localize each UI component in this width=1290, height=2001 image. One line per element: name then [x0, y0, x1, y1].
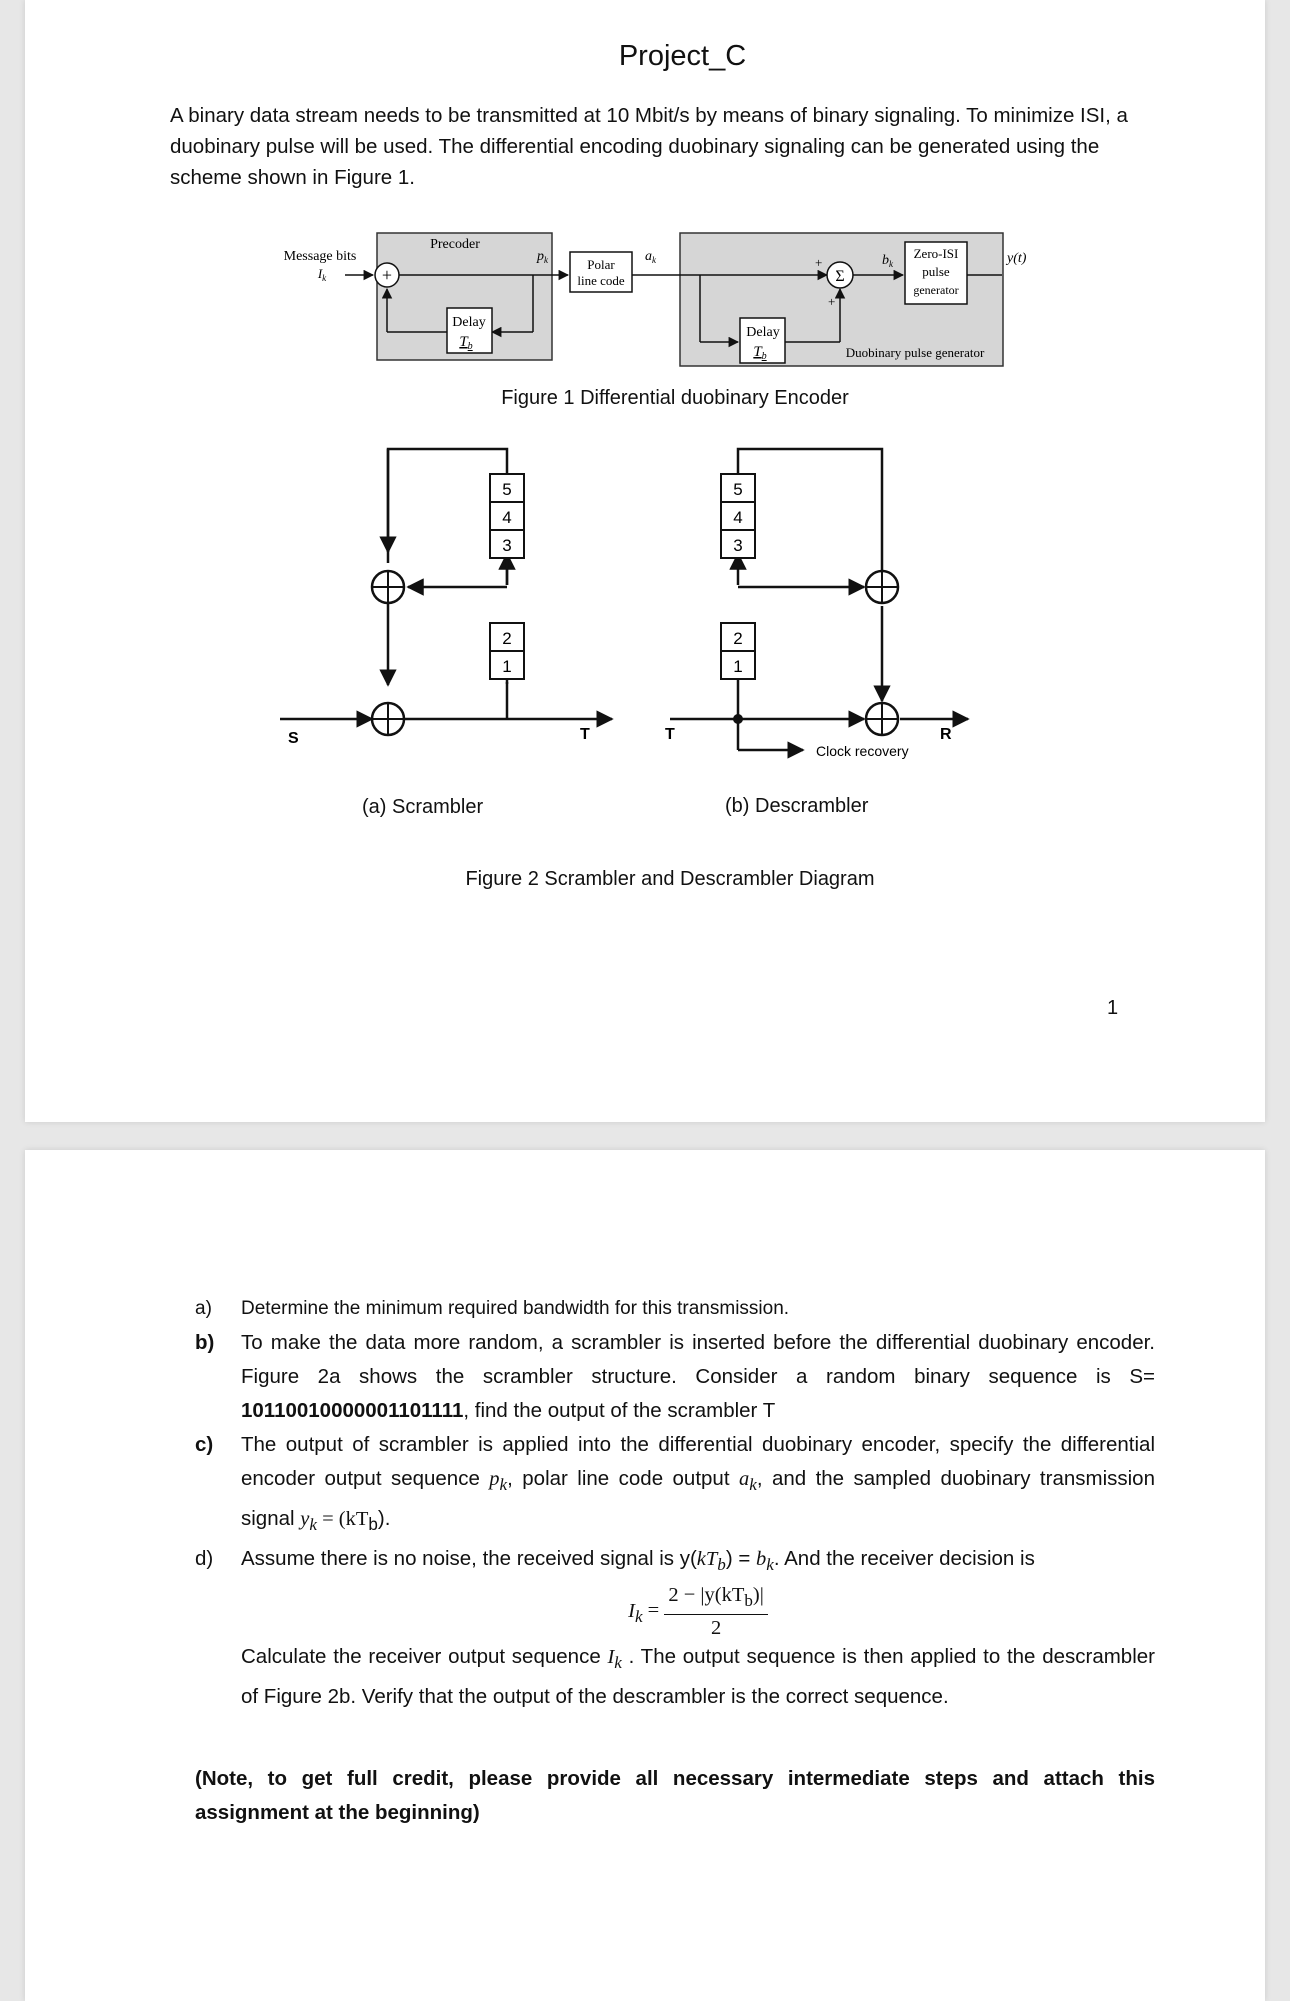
descrambler-cell-2: 2	[733, 629, 743, 648]
ktb-symbol: $kT_b$	[696, 1548, 726, 1575]
question-list	[195, 1292, 1155, 1714]
ik-label: $I_k$	[317, 266, 327, 283]
scrambler-cell-3: 3	[502, 536, 512, 555]
page-title: Project_C	[618, 40, 747, 72]
descrambler-caption: (b) Descrambler	[725, 795, 869, 817]
receiver-decision-formula: $I_k$ = $\frac{2 - |y(kT_b)|}{2}$	[241, 1582, 1155, 1640]
descrambler-xor-bottom	[866, 703, 898, 735]
duobinary-delay-label: Delay	[746, 325, 780, 340]
question-d	[195, 1542, 1155, 1714]
question-c: c) The output of scrambler is applied into the differential duobinary encoder, specify the differential encoder output sequence $p_k$, polar line code output $a_k$, and the sampled duobinary transmission signal $y_k = (kT_b)$.	[195, 1428, 1155, 1542]
sum-plus-top: +	[815, 255, 823, 270]
intro-paragraph: A binary data stream needs to be transmitted at 10 Mbit/s by means of binary signaling. To minimize ISI, a duobinary pulse will be used. The differential encoding duobinary signaling can be generated using the scheme shown in Figure 1.	[170, 104, 1128, 189]
zero-isi-label-3: generator	[913, 283, 959, 297]
question-b	[195, 1326, 1155, 1428]
zero-isi-label-1: Zero-ISI	[913, 246, 959, 261]
question-d-text-1: Assume there is no noise, the received signal is y(	[241, 1547, 697, 1571]
scrambler-xor-top	[372, 571, 404, 603]
scrambler-cell-4: 4	[502, 508, 512, 527]
descrambler-output-r: R	[940, 726, 952, 743]
clock-recovery-label: Clock recovery	[816, 743, 909, 759]
ak-symbol: $a_k$	[738, 1468, 757, 1495]
scrambler-cell-5: 5	[502, 480, 512, 499]
scrambler-cell-2: 2	[502, 629, 512, 648]
polar-label-1: Polar	[587, 257, 615, 272]
figure-1-diagram	[250, 220, 1030, 380]
descrambler-cell-5: 5	[733, 480, 743, 499]
question-a-label: a)	[195, 1298, 212, 1319]
ak-label: $a_k$	[645, 249, 656, 265]
question-c-text-3: , and the sampled duobinary transmission signal	[241, 1467, 1155, 1531]
question-b-label: b)	[195, 1331, 215, 1354]
question-a-text: Determine the minimum required bandwidth for this transmission.	[241, 1298, 790, 1319]
sum-plus-bottom: +	[828, 294, 836, 309]
yt-label: y(t)	[1007, 251, 1027, 266]
question-c-text-2: , polar line code output	[507, 1467, 739, 1490]
question-d-label: d)	[195, 1547, 214, 1571]
pk-symbol: $p_k$	[489, 1468, 508, 1495]
figure-2-caption: Figure 2 Scrambler and Descrambler Diagram	[465, 868, 875, 890]
question-d-text-3: . And the receiver decision is	[773, 1547, 1035, 1571]
formula-lhs: $I_k$	[628, 1599, 643, 1626]
polar-label-2: line code	[577, 273, 625, 288]
pk-label: $p_k$	[537, 249, 548, 265]
question-d-text-2: ) =	[725, 1547, 757, 1571]
figure-1-caption: Figure 1 Differential duobinary Encoder	[501, 387, 849, 409]
page-2	[25, 1150, 1265, 2001]
page-1	[25, 0, 1265, 1122]
scrambler-cell-1: 1	[502, 657, 512, 676]
page-number: 1	[1107, 997, 1119, 1019]
question-c-label: c)	[195, 1433, 214, 1456]
zero-isi-label-2: pulse	[922, 264, 950, 279]
formula-fraction: $\frac{2 - |y(kT_b)|}{2}$	[664, 1582, 768, 1641]
descrambler-cell-4: 4	[733, 508, 743, 527]
duobinary-tb-label: $T_b$	[753, 344, 767, 362]
question-a	[195, 1292, 1155, 1326]
scrambler-output-t: T	[580, 726, 590, 743]
question-c-text-1: The output of scrambler is applied into the differential duobinary encoder, specify the differential encoder output sequence	[241, 1433, 1155, 1490]
question-b-text: To make the data more random, a scrambler is inserted before the differential duobinary encoder. Figure 2a shows the scrambler structure. Consider a random binary sequence is S=	[241, 1331, 1155, 1388]
ik-symbol: $I_k$	[607, 1646, 622, 1673]
adder-plus: +	[381, 265, 393, 285]
descrambler-cell-1: 1	[733, 657, 743, 676]
precoder-tb-label: $T_b$	[459, 334, 473, 352]
bk-symbol: $b_k$	[756, 1548, 774, 1575]
precoder-label: Precoder	[430, 237, 480, 252]
descrambler-xor-top	[866, 571, 898, 603]
sigma-symbol: Σ	[835, 268, 845, 285]
message-bits-label: Message bits	[283, 249, 357, 264]
precoder-delay-label: Delay	[452, 315, 486, 330]
question-b-sequence: 10110010000001101111	[241, 1399, 464, 1422]
figure-2-diagram	[250, 430, 1030, 760]
descrambler-input-t: T	[665, 726, 675, 743]
yk-symbol: $y_k$	[300, 1508, 317, 1535]
question-d-text-5: . The output sequence is then applied to the descrambler of Figure 2b. Verify that the output of the descrambler is the correct sequence.	[241, 1645, 1155, 1709]
question-c-text-5: ).	[377, 1507, 391, 1531]
scrambler-caption: (a) Scrambler	[362, 796, 484, 818]
scrambler-input-s: S	[288, 730, 299, 747]
assignment-note: (Note, to get full credit, please provide all necessary intermediate steps and attach this assignment at the beginning)	[195, 1767, 1155, 1824]
question-b-text-end: , find the output of the scrambler T	[463, 1399, 776, 1422]
question-c-text-4: = (kT	[316, 1508, 369, 1531]
bk-label: $b_k$	[882, 253, 893, 269]
descrambler-cell-3: 3	[733, 536, 743, 555]
duobinary-generator-label: Duobinary pulse generator	[845, 345, 985, 360]
scrambler-xor-bottom	[372, 703, 404, 735]
question-d-text-4: Calculate the receiver output sequence	[241, 1645, 608, 1669]
